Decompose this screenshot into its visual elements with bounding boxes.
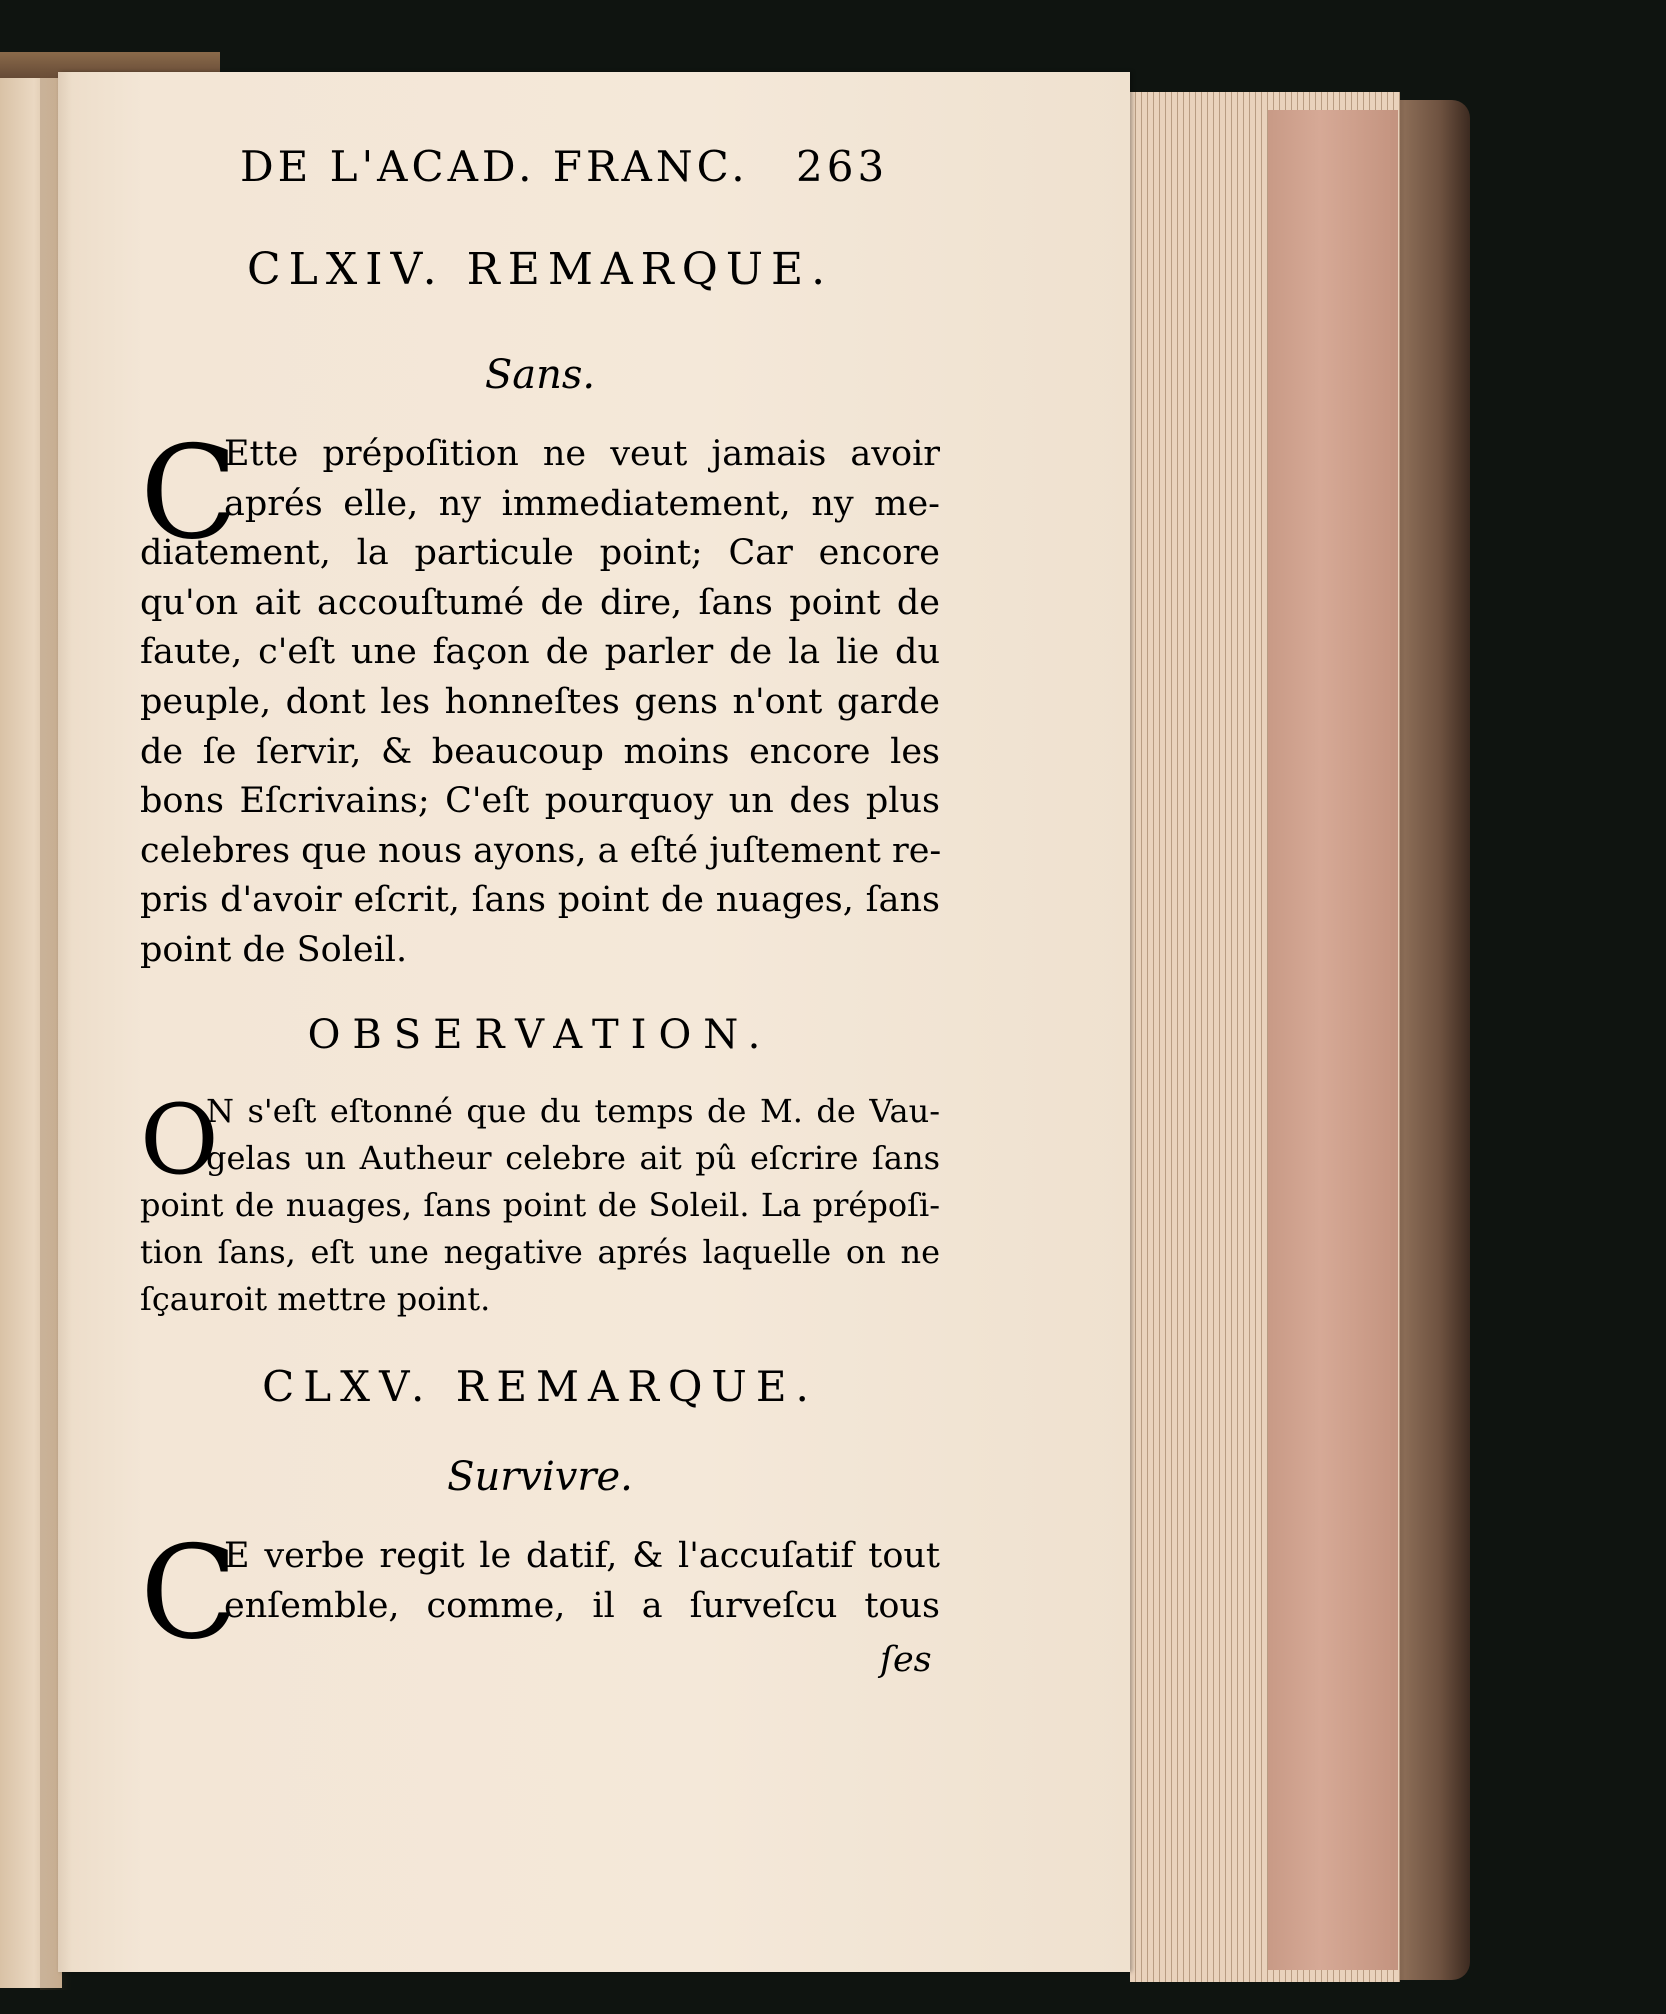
text-line: de ſe ſervir, & beaucoup moins encore les (140, 731, 940, 772)
text-line: point de nuages, ſans point de Soleil. La prépoſi- (140, 1186, 940, 1224)
text-line: ſçauroit mettre point. (140, 1280, 491, 1318)
text-line: Ette prépoſition ne veut jamais avoir (224, 434, 940, 474)
observation-heading: OBSERVATION. (307, 1012, 773, 1058)
section-subheading-survivre: Survivre. (447, 1454, 633, 1500)
text-line: tion ſans, eſt une negative aprés laquelle on ne (140, 1233, 940, 1271)
text-line: aprés elle, ny immediatement, ny me- (224, 483, 940, 524)
text-line: point de Soleil. (140, 929, 408, 970)
text-line: celebres que nous ayons, a eſté juſtement re- (140, 830, 942, 871)
text-line: enſemble, comme, il a ſurveſcu tous (224, 1585, 940, 1626)
text-line: gelas un Autheur celebre ait pû eſcrire ſans (206, 1139, 940, 1177)
text-line: peuple, dont les honneſtes gens n'ont garde (140, 681, 940, 722)
observation-paragraph (140, 1084, 940, 1323)
drop-cap-c: C (140, 419, 238, 568)
gutter-shadow (40, 70, 72, 1990)
text-line: qu'on ait accouſtumé de dire, ſans point de (140, 582, 940, 623)
text-line: N s'eſt eſtonné que du temps de M. de Vau- (206, 1092, 940, 1130)
running-head-title: DE L'ACAD. FRANC. (240, 142, 749, 191)
drop-cap-c: C (140, 1519, 238, 1668)
remark-paragraph-sans (140, 419, 942, 976)
fore-edge (1268, 110, 1398, 1970)
text-line: diatement, la particule point; Car encore (140, 533, 940, 574)
text-line: pris d'avoir eſcrit, ſans point de nuages, ſans (140, 880, 940, 921)
remark-paragraph-survivre (140, 1532, 940, 1631)
section-subheading-sans: Sans. (484, 352, 596, 398)
text-line: E verbe regit le datif, & l'accuſatif tout (224, 1536, 940, 1576)
section-heading-clxv: CLXV. REMARQUE. (262, 1362, 818, 1411)
catchword: ſes (880, 1640, 932, 1680)
text-line: bons Eſcrivains; C'eſt pourquoy un des plus (140, 781, 940, 822)
section-heading-clxiv: CLXIV. REMARQUE. (246, 244, 834, 295)
text-line: faute, c'eſt une façon de parler de la lie du (140, 632, 940, 673)
page-number: 263 (796, 142, 889, 191)
drop-cap-o: O (140, 1084, 219, 1196)
running-head (240, 142, 940, 191)
